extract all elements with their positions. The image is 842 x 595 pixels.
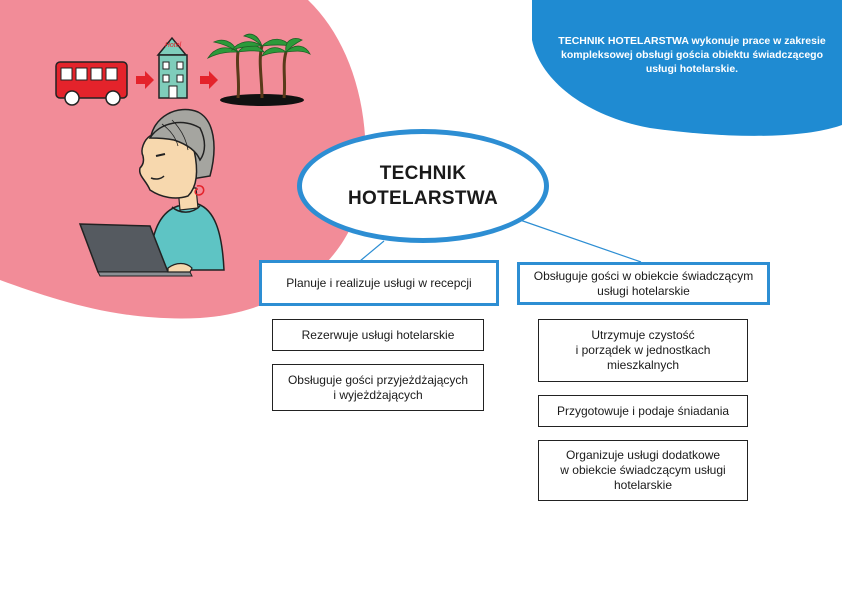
main-node-title: TECHNIK HOTELARSTWA bbox=[347, 163, 498, 209]
task-box bbox=[538, 319, 748, 382]
task-label: Organizuje usługi dodatkowe w obiekcie świadczącym usługi hotelarskie bbox=[560, 448, 726, 492]
task-label: Przygotowuje i podaje śniadania bbox=[556, 403, 730, 418]
task-label: Obsługuje gości przyjeżdżających i wyjeżdżających bbox=[287, 372, 469, 402]
category-label: Planuje i realizuje usługi w recepcji bbox=[286, 275, 472, 290]
task-label: Utrzymuje czystość i porządek w jednostkach mieszkalnych bbox=[575, 328, 711, 372]
description-text: TECHNIK HOTELARSTWA wykonuje prace w zakresie kompleksowej obsługi gościa obiektu świadczącego usługi hotelarskie. bbox=[558, 35, 826, 75]
category-guest-service bbox=[517, 262, 770, 305]
task-box bbox=[538, 440, 748, 501]
task-label: Rezerwuje usługi hotelarskie bbox=[301, 327, 455, 342]
svg-text:Hotel: Hotel bbox=[164, 42, 182, 49]
category-label: Obsługuje gości w obiekcie świadczącym usługi hotelarskie bbox=[533, 268, 754, 298]
task-box bbox=[538, 395, 748, 427]
task-box bbox=[272, 319, 484, 351]
category-reception bbox=[259, 260, 499, 306]
main-node bbox=[297, 129, 549, 243]
task-box bbox=[272, 364, 484, 411]
